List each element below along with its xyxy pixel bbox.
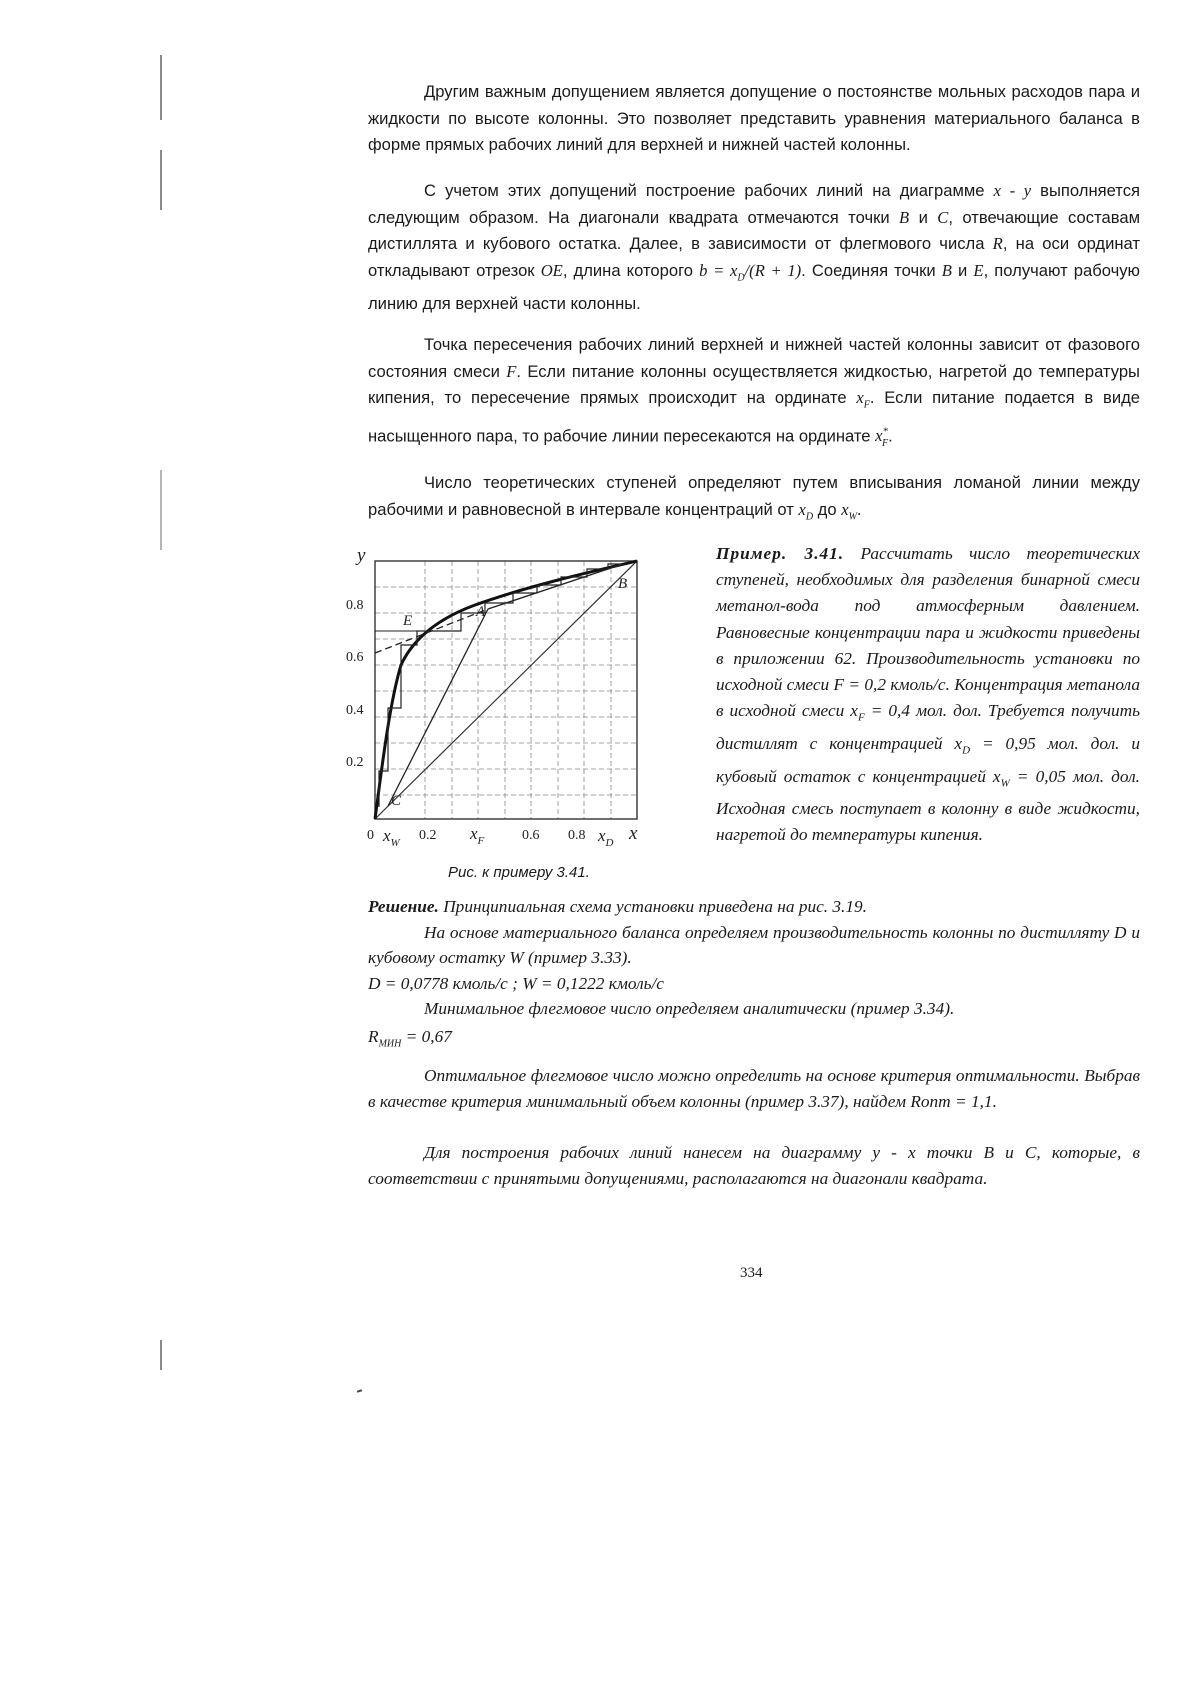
x-marker-xd: $x_D$ <box>598 826 614 849</box>
mccabe-thiele-diagram <box>346 545 705 885</box>
x-axis-label: x <box>629 823 638 844</box>
x-marker-xf: $x_F$ <box>470 824 485 847</box>
margin-line <box>160 80 162 120</box>
point-label-e: E <box>403 613 413 629</box>
paragraph-2: С учетом этих допущений построение рабочих линий на диаграмме x - y выполняется следующим образом. На диагонали квадрата отмечаются точки B и C, отвечающие составам дистиллята и кубового остатка. Далее, в зависимости от флегмового числа R, на оси ординат откладывают отрезок OE, длина которого $b = x_D/(R + 1)$. Соединяя точки B и E, получают рабочую линию для верхней части колонны. <box>368 181 1141 314</box>
point-label-b: B <box>618 576 628 592</box>
y-tick-label: 0.8 <box>346 598 364 613</box>
example-heading: Пример. 3.41. <box>716 544 845 563</box>
x-marker-xw: $x_W$ <box>383 826 400 849</box>
paragraph-1: Другим важным допущением является допущение о постоянстве мольных расходов пара и жидкости по высоте колонны. Это позволяет представить уравнения материального баланса в форме прямых рабочих линий для верхней и нижней частей колонны. <box>368 82 1140 154</box>
steps <box>379 564 623 807</box>
operating-line-top <box>488 564 623 609</box>
paragraph-4: Число теоретических ступеней определяют путем вписывания ломаной линии между рабочими и равновесной в интервале концентраций от $x_D$ до $x_W$. <box>368 473 1140 522</box>
solution-heading: Решение. <box>368 897 439 916</box>
point-label-a: A <box>476 604 486 620</box>
margin-line <box>160 150 162 210</box>
paragraph-3: Точка пересечения рабочих линий верхней и нижней частей колонны зависит от фазового состояния смеси F. Если питание колонны осуществляется жидкостью, нагретой до температуры кипения, то пересечение прямых происходит на ординате $x_F$. Если питание подается в виде насыщенного пара, то рабочие линии пересекаются на ординате $x^*_F$. <box>368 335 1141 449</box>
figure-caption: Рис. к примеру 3.41. <box>448 864 590 881</box>
y-axis-label: y <box>357 545 366 566</box>
solution-block-2: $R_{МИН} = 0,67$ <box>368 1027 452 1050</box>
diagonal <box>375 561 637 819</box>
solution-block-3: Оптимальное флегмовое число можно определить на основе критерия оптимальности. Выбрав в качестве критерия минимальный объем колонны (пример 3.37), найдем Rопт = 1,1. <box>368 1066 1140 1111</box>
solution-block-1: Решение. Принципиальная схема установки приведена на рис. 3.19. На основе материального баланса определяем производительность колонны по дистилляту D и кубовому остатку W (пример 3.33). D = 0,0778 кмоль/с ; W = 0,1222 кмоль/с Минимальное флегмовое число определяем аналитически (пример 3.34). <box>368 897 1140 1018</box>
x-tick-label: 0 <box>367 828 374 843</box>
y-tick-label: 0.4 <box>346 703 364 718</box>
y-tick-label: 0.2 <box>346 755 364 770</box>
solution-block-4: Для построения рабочих линий нанесем на диаграмму y - x точки B и C, которые, в соответствии с принятыми допущениями, располагаются на диагонали квадрата. <box>368 1143 1140 1188</box>
margin-line <box>160 470 162 550</box>
margin-line <box>160 1340 162 1370</box>
formula-b: $b = x_D/(R + 1)$ <box>699 260 802 283</box>
x-tick-label: 0.8 <box>568 828 586 843</box>
x-tick-label: 0.2 <box>419 828 437 843</box>
x-tick-label: 0.6 <box>522 828 540 843</box>
scan-speck <box>357 1389 362 1393</box>
operating-line-bottom <box>388 609 488 806</box>
example-block: Пример. 3.41. Рассчитать число теоретических ступеней, необходимых для разделения бинарной смеси метанол-вода под атмосферным давлением. Равновесные концентрации пара и жидкости приведены в приложении 62. Производительность установки по исходной смеси F = 0,2 кмоль/с. Концентрация метанола в исходной смеси $x_F = 0,4$ мол. дол. Требуется получить дистиллят с концентрацией $x_D = 0,95$ мол. дол. и кубовый остаток с концентрацией $x_W = 0,05$ мол. дол. Исходная смесь поступает в колонну в виде жидкости, нагретой до температуры кипения. <box>716 544 1140 845</box>
point-label-c: C <box>391 793 402 809</box>
y-tick-label: 0.6 <box>346 650 364 665</box>
page-number: 334 <box>740 1265 763 1281</box>
